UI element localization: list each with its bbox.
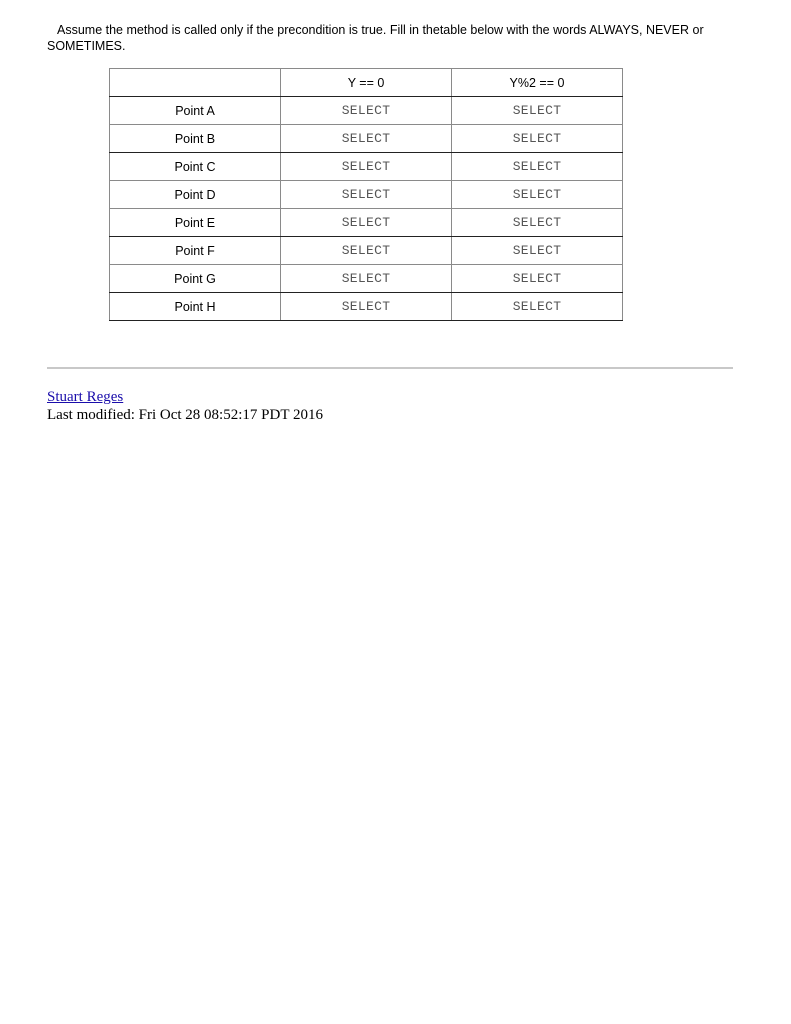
select-dropdown[interactable]: SELECT xyxy=(512,159,562,174)
select-dropdown[interactable]: SELECT xyxy=(512,299,562,314)
select-dropdown[interactable]: SELECT xyxy=(341,103,391,118)
table-row-point-b xyxy=(110,125,623,153)
select-dropdown[interactable]: SELECT xyxy=(341,243,391,258)
select-dropdown[interactable]: SELECT xyxy=(512,187,562,202)
row-label: Point G xyxy=(110,265,281,293)
table-row-point-g xyxy=(110,265,623,293)
select-dropdown[interactable]: SELECT xyxy=(512,131,562,146)
table-row-point-c xyxy=(110,153,623,181)
select-dropdown[interactable]: SELECT xyxy=(512,103,562,118)
row-label: Point A xyxy=(110,97,281,125)
select-dropdown[interactable]: SELECT xyxy=(341,215,391,230)
table-row-point-f xyxy=(110,237,623,265)
row-label: Point D xyxy=(110,181,281,209)
row-label: Point H xyxy=(110,293,281,321)
row-label: Point B xyxy=(110,125,281,153)
table-header-row xyxy=(110,69,623,97)
header-y-equals-zero: Y == 0 xyxy=(281,69,452,97)
table-row-point-e xyxy=(110,209,623,237)
row-label: Point C xyxy=(110,153,281,181)
select-dropdown[interactable]: SELECT xyxy=(341,159,391,174)
header-y-mod-two-equals-zero: Y%2 == 0 xyxy=(452,69,623,97)
table-row-point-h xyxy=(110,293,623,321)
page-footer xyxy=(47,388,323,424)
row-label: Point E xyxy=(110,209,281,237)
select-dropdown[interactable]: SELECT xyxy=(512,215,562,230)
select-dropdown[interactable]: SELECT xyxy=(512,271,562,286)
select-dropdown[interactable]: SELECT xyxy=(341,299,391,314)
table-row-point-a xyxy=(110,97,623,125)
author-link[interactable]: Stuart Reges xyxy=(47,389,124,405)
row-label: Point F xyxy=(110,237,281,265)
select-dropdown[interactable]: SELECT xyxy=(341,271,391,286)
answer-table xyxy=(109,68,623,321)
horizontal-rule xyxy=(47,367,733,369)
table-row-point-d xyxy=(110,181,623,209)
select-dropdown[interactable]: SELECT xyxy=(512,243,562,258)
select-dropdown[interactable]: SELECT xyxy=(341,187,391,202)
last-modified-text: Last modified: Fri Oct 28 08:52:17 PDT 2016 xyxy=(47,407,323,423)
header-corner-cell xyxy=(110,69,281,97)
select-dropdown[interactable]: SELECT xyxy=(341,131,391,146)
instructions-text: Assume the method is called only if the precondition is true. Fill in thetable below with the words ALWAYS, NEVER or SOMETIMES. xyxy=(47,23,704,53)
